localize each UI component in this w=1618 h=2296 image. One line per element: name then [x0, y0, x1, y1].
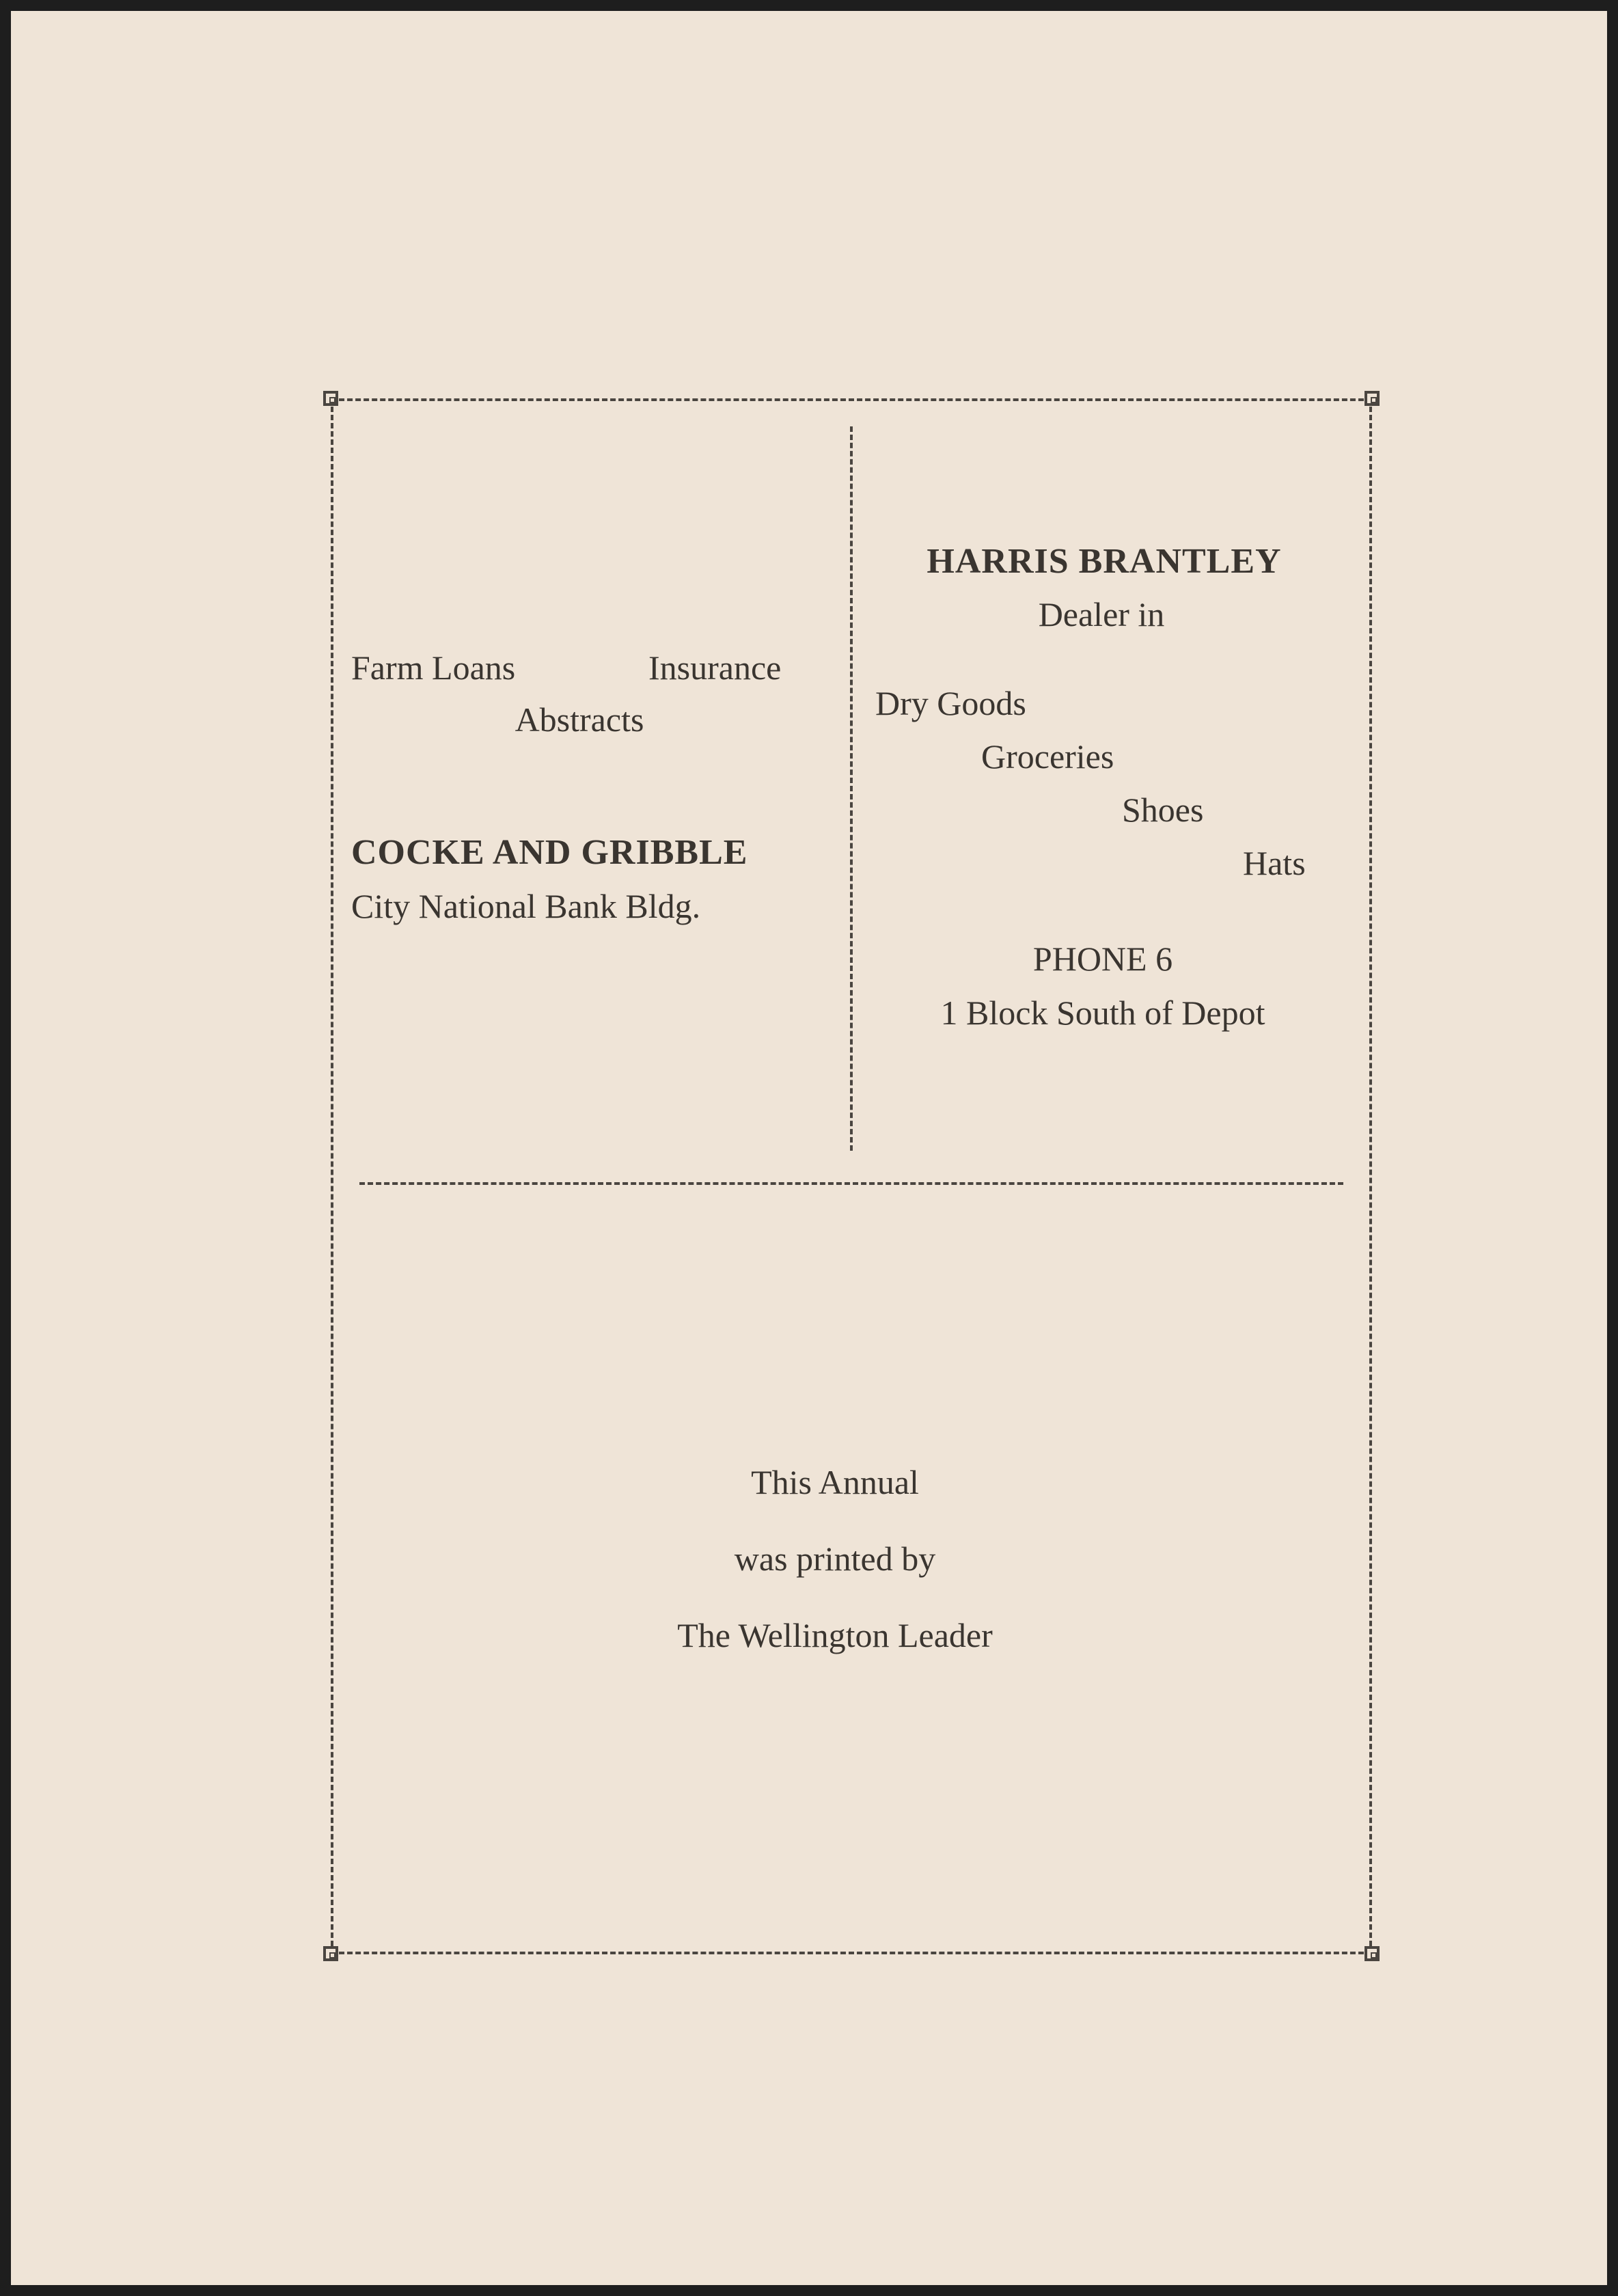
vertical-divider	[850, 426, 853, 1151]
firm-name: COCKE AND GRIBBLE	[351, 833, 748, 872]
printer-line-1: This Annual	[751, 1463, 919, 1501]
merchant-name: HARRIS BRANTLEY	[927, 542, 1282, 581]
service-abstracts: Abstracts	[515, 700, 644, 739]
goods-item: Hats	[1243, 844, 1306, 882]
page	[11, 11, 1607, 2285]
corner-ornament-icon	[1365, 391, 1380, 406]
corner-ornament-icon	[323, 391, 338, 406]
merchant-location: 1 Block South of Depot	[940, 994, 1265, 1032]
goods-item: Shoes	[1122, 791, 1204, 829]
printer-line-2: was printed by	[734, 1540, 936, 1578]
merchant-phone: PHONE 6	[1032, 940, 1173, 978]
merchant-tagline: Dealer in	[1038, 595, 1165, 633]
service-farm-loans: Farm Loans	[351, 648, 516, 687]
service-insurance: Insurance	[648, 648, 782, 687]
goods-item: Groceries	[981, 737, 1114, 776]
firm-address: City National Bank Bldg.	[351, 887, 701, 925]
goods-item: Dry Goods	[875, 684, 1026, 722]
corner-ornament-icon	[1365, 1946, 1380, 1961]
corner-ornament-icon	[323, 1946, 338, 1961]
printer-line-3: The Wellington Leader	[677, 1616, 993, 1654]
horizontal-divider	[359, 1182, 1343, 1185]
